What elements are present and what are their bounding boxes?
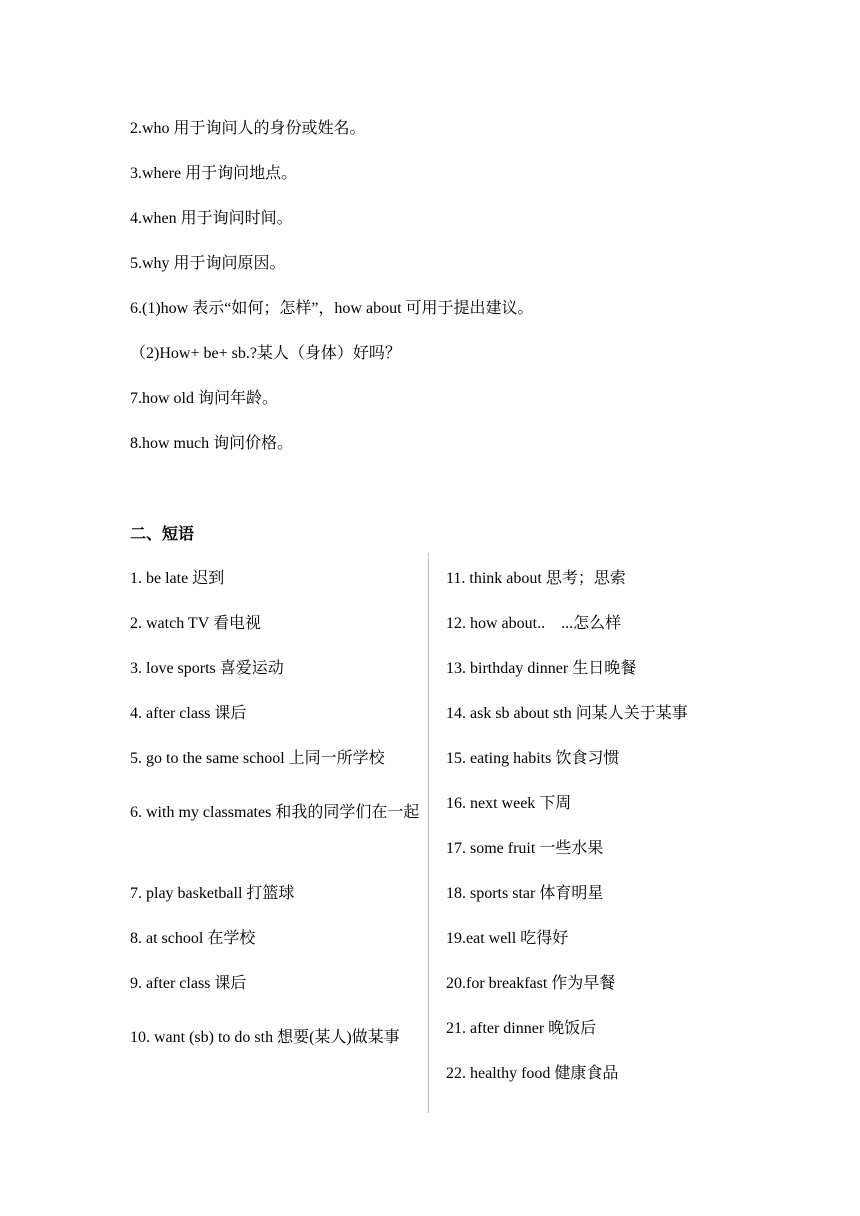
phrase-item: 20.for breakfast 作为早餐 — [446, 975, 616, 992]
phrase-item: 13. birthday dinner 生日晚餐 — [446, 660, 637, 677]
phrase-item: 6. with my classmates 和我的同学们在一起 — [130, 804, 420, 821]
note-line: 5.why 用于询问原因。 — [130, 255, 286, 272]
note-line: 3.where 用于询问地点。 — [130, 165, 298, 182]
phrase-item: 18. sports star 体育明星 — [446, 885, 604, 902]
phrase-item: 8. at school 在学校 — [130, 930, 256, 947]
phrase-item: 1. be late 迟到 — [130, 570, 225, 587]
section-heading: 二、短语 — [130, 524, 195, 543]
question-word-notes — [130, 115, 750, 475]
phrase-item: 10. want (sb) to do sth 想要(某人)做某事 — [130, 1029, 400, 1046]
note-line: （2)How+ be+ sb.?某人（身体）好吗？ — [130, 345, 401, 362]
note-line: 2.who 用于询问人的身份或姓名。 — [130, 120, 366, 137]
column-divider — [428, 553, 429, 1113]
phrase-item: 3. love sports 喜爱运动 — [130, 660, 284, 677]
phrase-item: 12. how about.. ...怎么样 — [446, 615, 622, 632]
phrase-column-right — [446, 565, 746, 1105]
phrase-item: 17. some fruit 一些水果 — [446, 840, 604, 857]
note-line: 8.how much 询问价格。 — [130, 435, 294, 452]
phrase-item: 11. think about 思考；思索 — [446, 570, 626, 587]
phrase-item: 15. eating habits 饮食习惯 — [446, 750, 620, 767]
note-line: 6.(1)how 表示“如何；怎样”，how about 可用于提出建议。 — [130, 300, 534, 317]
phrase-item: 19.eat well 吃得好 — [446, 930, 569, 947]
phrase-item: 7. play basketball 打篮球 — [130, 885, 295, 902]
phrase-item: 2. watch TV 看电视 — [130, 615, 261, 632]
phrase-column-left — [130, 565, 422, 1105]
phrase-item: 9. after class 课后 — [130, 975, 247, 992]
note-line: 4.when 用于询问时间。 — [130, 210, 293, 227]
phrase-item: 5. go to the same school 上同一所学校 — [130, 750, 385, 767]
phrase-item: 21. after dinner 晚饭后 — [446, 1020, 597, 1037]
phrase-item: 14. ask sb about sth 问某人关于某事 — [446, 705, 688, 722]
phrase-item: 22. healthy food 健康食品 — [446, 1065, 619, 1082]
phrase-item: 4. after class 课后 — [130, 705, 247, 722]
phrase-item: 16. next week 下周 — [446, 795, 572, 812]
note-line: 7.how old 询问年龄。 — [130, 390, 279, 407]
